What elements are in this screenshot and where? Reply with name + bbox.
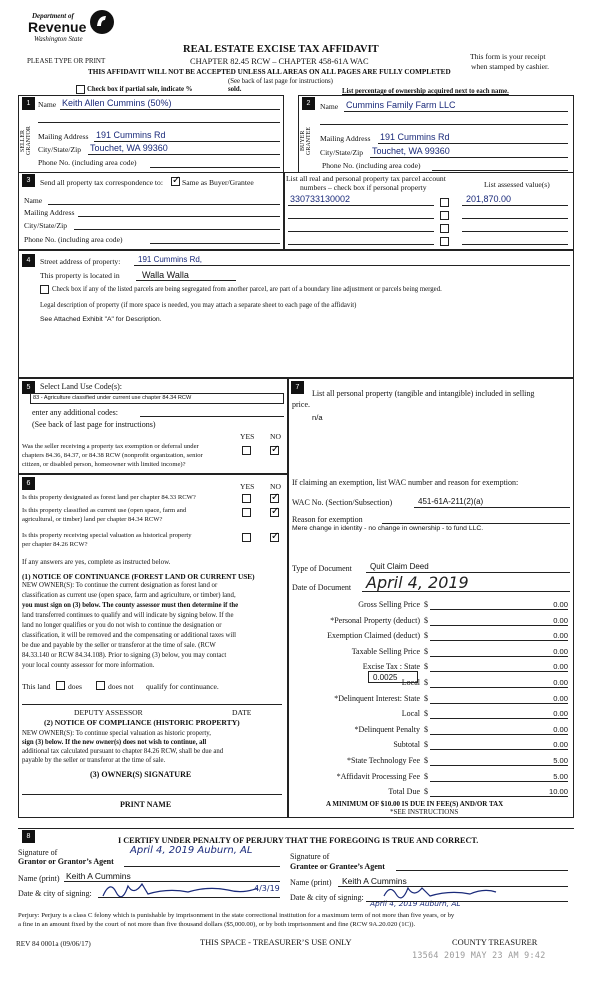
- s5-additional-label: enter any additional codes:: [32, 408, 118, 417]
- partial-sale-checkbox[interactable]: [76, 85, 85, 94]
- s5-exempt-q-line3: citizen, or disabled person, homeowner with limited income)?: [22, 461, 186, 468]
- s6-q3-yes-checkbox[interactable]: [242, 533, 251, 542]
- s6-no-header: NO: [270, 482, 281, 491]
- fee-row-value[interactable]: 0.00: [553, 662, 568, 672]
- s8-name-print-left: Name (print): [18, 874, 60, 883]
- s6-any-yes: If any answers are yes, complete as instructed below.: [22, 558, 171, 566]
- fee-row-underline: [430, 703, 568, 704]
- s5-yes-header: YES: [240, 432, 255, 441]
- s6-q1: Is this property designated as forest land per chapter 84.33 RCW?: [22, 494, 196, 501]
- fee-row-dollar: $: [424, 740, 428, 750]
- s5-exempt-q-line2: chapters 84.36, 84.37, or 84.38 RCW (nonprofit organization, senior: [22, 452, 203, 459]
- s1-name-label: Name: [38, 100, 57, 109]
- fee-row-underline: [430, 656, 568, 657]
- fee-row-underline: [430, 781, 568, 782]
- fee-row-label: *Affidavit Processing Fee: [336, 771, 420, 781]
- form-chapter: CHAPTER 82.45 RCW – CHAPTER 458-61A WAC: [190, 57, 369, 66]
- s2-city-label: City/State/Zip: [320, 148, 364, 157]
- s1-mail-label: Mailing Address: [38, 132, 89, 141]
- fee-row-dollar: $: [424, 615, 428, 625]
- fee-row-value[interactable]: 0.00: [553, 693, 568, 703]
- s7-reason-label: Reason for exemption: [292, 515, 363, 524]
- dor-logo: [28, 8, 120, 48]
- section-2-number: 2: [302, 97, 315, 110]
- s7-doc-date-label: Date of Document: [292, 583, 352, 592]
- s6-date: DATE: [232, 708, 252, 717]
- s6-does: does: [68, 682, 82, 691]
- personal-property-checkbox-1[interactable]: [440, 198, 449, 207]
- s6-q3a: Is this property receiving special valuation as historical property: [22, 532, 192, 539]
- s4-segregated-label: Check box if any of the listed parcels are being segregated from another parcel, are part of a boundary line adjustment or parcels being merged.: [52, 286, 442, 293]
- fee-row-dollar: $: [424, 771, 428, 781]
- s2-mail-value[interactable]: 191 Cummins Rd: [380, 132, 450, 142]
- s6-q2-yes-checkbox[interactable]: [242, 508, 251, 517]
- logo-line1: Department of: [32, 12, 74, 20]
- s3-send-label: Send all property tax correspondence to:: [40, 178, 163, 187]
- s5-code-value: 83 - Agriculture classified under current use chapter 84.34 RCW: [33, 395, 192, 401]
- s6-q1-no-checkbox[interactable]: [270, 494, 279, 503]
- s8-grantor-agent: Grantor or Grantor’s Agent: [18, 857, 114, 866]
- section-7-box: [288, 378, 574, 818]
- personal-property-checkbox-2[interactable]: [440, 211, 449, 220]
- s6-does-not: does not: [108, 682, 134, 691]
- fee-row-underline: [430, 796, 568, 797]
- section-8-number: 8: [22, 830, 35, 843]
- fee-row-dollar: $: [424, 646, 428, 656]
- s3-parcels-label1: List all real and personal property tax parcel account: [286, 174, 446, 183]
- s6-q2b: agricultural, or timber) land per chapter 84.34 RCW?: [22, 516, 163, 523]
- s1-phone-label: Phone No. (including area code): [38, 158, 137, 167]
- s7-price: price.: [292, 400, 310, 409]
- fee-row-value[interactable]: 0.00: [553, 615, 568, 625]
- s6-q2a: Is this property classified as current use (open space, farm and: [22, 507, 187, 514]
- s7-exemption-claim: If claiming an exemption, list WAC number and reason for exemption:: [292, 478, 519, 487]
- fee-row-dollar: $: [424, 709, 428, 719]
- s8-sig-label-left: Signature of: [18, 848, 58, 857]
- s4-legal-value[interactable]: See Attached Exhibit "A" for Description.: [40, 316, 162, 323]
- s8-grantee-name[interactable]: Keith A Cummins: [342, 876, 407, 886]
- s1-city-value[interactable]: Touchet, WA 99360: [90, 143, 168, 153]
- s6-comp-title: (2) NOTICE OF COMPLIANCE (HISTORIC PROPERTY): [44, 718, 240, 727]
- fee-row-label: Taxable Selling Price: [351, 646, 420, 656]
- form-notice: THIS AFFIDAVIT WILL NOT BE ACCEPTED UNLESS ALL AREAS ON ALL PAGES ARE FULLY COMPLETED: [88, 68, 451, 76]
- section-4-number: 4: [22, 254, 35, 267]
- footer-stamp: 13564 2019 MAY 23 AM 9:42: [412, 950, 546, 960]
- s3-city-label: City/State/Zip: [24, 221, 68, 230]
- s7-list-personal: List all personal property (tangible and intangible) included in selling: [312, 389, 535, 398]
- s4-county-value[interactable]: Walla Walla: [142, 270, 189, 280]
- fee-row-label: *Personal Property (deduct): [330, 615, 420, 625]
- section-3-number: 3: [22, 174, 35, 187]
- s6-q1-yes-checkbox[interactable]: [242, 494, 251, 503]
- section-5-number: 5: [22, 381, 35, 394]
- s5-exempt-yes-checkbox[interactable]: [242, 446, 251, 455]
- please-type: PLEASE TYPE OR PRINT: [27, 57, 106, 65]
- segregated-checkbox[interactable]: [40, 285, 49, 294]
- fee-row-underline: [430, 734, 568, 735]
- fee-row-label: Local: [401, 709, 420, 719]
- s5-exempt-q-line1: Was the seller receiving a property tax exemption or deferral under: [22, 443, 199, 450]
- s3-mail-label: Mailing Address: [24, 208, 75, 217]
- s8-grantee-date-city[interactable]: April 4, 2019 Auburn, AL: [370, 899, 461, 908]
- s7-doc-type-label: Type of Document: [292, 564, 352, 573]
- fee-row-underline: [430, 640, 568, 641]
- logo-line2: Revenue: [28, 19, 87, 35]
- s7-personal-value[interactable]: n/a: [312, 413, 323, 422]
- s8-perjury: Perjury: Perjury is a class C felony which is punishable by imprisonment in the state correctional institution for a maximum term of not more than five years, or by: [18, 912, 455, 919]
- buyer-grantee-label: BUYER GRANTEE: [300, 127, 312, 155]
- section-6-number: 6: [22, 477, 35, 490]
- s2-name-label: Name: [320, 102, 339, 111]
- s7-wac-value[interactable]: 451-61A-211(2)(a): [418, 497, 484, 506]
- fee-row-value[interactable]: 5.00: [553, 756, 568, 765]
- s6-q3b: per chapter 84.26 RCW?: [22, 541, 88, 548]
- form-title: REAL ESTATE EXCISE TAX AFFIDAVIT: [183, 44, 379, 55]
- fee-row-dollar: $: [424, 724, 428, 734]
- logo-line3: Washington State: [34, 35, 83, 43]
- fee-row-underline: [430, 687, 568, 688]
- s8-name-print-right: Name (print): [290, 878, 332, 887]
- s6-this-land: This land: [22, 682, 51, 691]
- fee-row-label: Local: [401, 678, 420, 687]
- receipt-line2: when stamped by cashier.: [471, 62, 550, 71]
- s1-name-value[interactable]: Keith Allen Cummins (50%): [62, 98, 172, 108]
- s3-assessed-value[interactable]: 201,870.00: [466, 194, 512, 204]
- same-as-buyer-checkbox[interactable]: [171, 177, 180, 186]
- grantee-signature-scribble: [380, 882, 500, 900]
- s4-located-label: This property is located in: [40, 271, 120, 280]
- s1-mail-value[interactable]: 191 Cummins Rd: [96, 130, 166, 140]
- fee-row-label: *State Technology Fee: [346, 756, 420, 765]
- s5-see-back: (See back of last page for instructions): [32, 420, 156, 429]
- s3-parcels-label2: numbers – check box if personal property: [300, 183, 427, 192]
- fee-row-label: Subtotal: [393, 740, 420, 750]
- fee-row-dollar: $: [424, 678, 428, 687]
- s8-perjury-2: a fine in an amount fixed by the court of not more than five thousand dollars ($5,000.00), or by both imprisonment and fine (RCW 9A.20.020 (1C)).: [18, 921, 416, 928]
- fee-row-underline: [430, 749, 568, 750]
- s5-select-label: Select Land Use Code(s):: [40, 382, 122, 391]
- wa-seal-icon: [88, 8, 116, 36]
- footer-rev: REV 84 0001a (09/06/17): [16, 940, 91, 948]
- fee-row-value[interactable]: 0.00: [553, 724, 568, 734]
- fee-row-value[interactable]: 0.00: [553, 600, 568, 609]
- s8-grantor-date-city[interactable]: 4/3/19: [254, 884, 280, 893]
- s7-reason-value[interactable]: Mere change in identity - no change in ownership - to fund LLC.: [292, 525, 484, 532]
- s8-grantor-signature[interactable]: April 4, 2019 Auburn, AL: [130, 845, 253, 856]
- s6-deputy: DEPUTY ASSESSOR: [74, 708, 143, 717]
- s2-name-value[interactable]: Cummins Family Farm LLC: [346, 100, 456, 110]
- fee-row-value[interactable]: 0.00: [553, 678, 568, 687]
- s8-date-city-right: Date & city of signing:: [290, 893, 364, 902]
- s8-date-city-left: Date & city of signing:: [18, 889, 92, 898]
- footer-treasurer: THIS SPACE - TREASURER’S USE ONLY: [200, 938, 352, 947]
- receipt-line1: This form is your receipt: [470, 52, 546, 61]
- s3-assessed-label: List assessed value(s): [484, 180, 550, 189]
- s6-does-checkbox[interactable]: [56, 681, 65, 690]
- fee-row-value[interactable]: 5.00: [553, 771, 568, 781]
- fee-row-dollar: $: [424, 631, 428, 641]
- see-back-header: (See back of last page for instructions): [228, 78, 333, 85]
- s8-grantor-name[interactable]: Keith A Cummins: [66, 871, 131, 881]
- s6-cont-title: (1) NOTICE OF CONTINUANCE (FOREST LAND OR CURRENT USE): [22, 572, 255, 581]
- s3-name-label: Name: [24, 196, 43, 205]
- s6-owner-sig: (3) OWNER(S) SIGNATURE: [90, 770, 192, 779]
- fee-row-label: *Delinquent Penalty: [354, 724, 420, 734]
- s2-mail-label: Mailing Address: [320, 134, 371, 143]
- section-7-number: 7: [291, 381, 304, 394]
- personal-property-checkbox-3[interactable]: [440, 224, 449, 233]
- s3-phone-label: Phone No. (including area code): [24, 235, 123, 244]
- section-1-number: 1: [22, 97, 35, 110]
- fee-row-underline: [430, 609, 568, 610]
- s7-doc-date-value[interactable]: April 4, 2019: [366, 573, 469, 592]
- partial-sale-label: Check box if partial sale, indicate %: [87, 86, 193, 93]
- fee-row-dollar: $: [424, 600, 428, 609]
- s3-parcel-value[interactable]: 330733130002: [290, 194, 351, 204]
- s5-no-header: NO: [270, 432, 281, 441]
- fee-row-label: Excise Tax : State: [362, 662, 420, 672]
- s5-exempt-no-checkbox[interactable]: [270, 446, 279, 455]
- fee-row-dollar: $: [424, 693, 428, 703]
- fee-row-value[interactable]: 0.00: [553, 646, 568, 656]
- footer-county: COUNTY TREASURER: [452, 938, 538, 947]
- personal-property-checkbox-4[interactable]: [440, 237, 449, 246]
- s4-legal-label: Legal description of property (if more space is needed, you may attach a separate sheet to each page of the affidavit): [40, 302, 357, 309]
- s7-minimum: A MINIMUM OF $10.00 IS DUE IN FEE(S) AND/OR TAX: [326, 800, 504, 808]
- fee-row-value[interactable]: 0.00: [553, 631, 568, 641]
- s4-street-value[interactable]: 191 Cummins Rd,: [138, 255, 203, 264]
- s6-yes-header: YES: [240, 482, 255, 491]
- s4-street-label: Street address of property:: [40, 257, 121, 266]
- fee-row-underline: [430, 625, 568, 626]
- fee-row-underline: [430, 765, 568, 766]
- fee-row-underline: [430, 718, 568, 719]
- fee-row-dollar: $: [424, 662, 428, 672]
- s3-same-label: Same as Buyer/Grantee: [182, 178, 254, 187]
- fee-row-label: Exemption Claimed (deduct): [327, 631, 420, 641]
- s1-city-label: City/State/Zip: [38, 145, 82, 154]
- fee-row-label: Total Due: [388, 787, 420, 797]
- fee-row-value[interactable]: 0.00: [553, 740, 568, 750]
- s7-doc-type-value[interactable]: Quit Claim Deed: [370, 562, 429, 571]
- s7-wac-label: WAC No. (Section/Subsection): [292, 498, 393, 507]
- s8-sig-label-right: Signature of: [290, 852, 330, 861]
- fee-row-label: *Delinquent Interest: State: [334, 693, 420, 703]
- fee-row-value[interactable]: 10.00: [548, 787, 568, 797]
- fee-row-dollar: $: [424, 787, 428, 797]
- s2-phone-label: Phone No. (including area code): [322, 161, 421, 170]
- s7-see-instr: *SEE INSTRUCTIONS: [390, 808, 459, 816]
- s6-does-not-checkbox[interactable]: [96, 681, 105, 690]
- s8-certify: I CERTIFY UNDER PENALTY OF PERJURY THAT THE FOREGOING IS TRUE AND CORRECT.: [118, 836, 479, 845]
- fee-row-underline: [430, 671, 568, 672]
- s6-print-name: PRINT NAME: [120, 800, 172, 809]
- s7-local-rate: 0.0025: [373, 673, 398, 682]
- s6-q2-no-checkbox[interactable]: [270, 508, 279, 517]
- section-4-box: [18, 250, 574, 378]
- sold-label: sold.: [228, 86, 242, 93]
- seller-grantor-label: SELLER GRANTOR: [20, 126, 32, 156]
- s6-qualify: qualify for continuance.: [146, 682, 219, 691]
- s8-grantee-agent: Grantee or Grantee’s Agent: [290, 862, 385, 871]
- s2-city-value[interactable]: Touchet, WA 99360: [372, 146, 450, 156]
- s6-q3-no-checkbox[interactable]: [270, 533, 279, 542]
- fee-row-value[interactable]: 0.00: [553, 709, 568, 719]
- list-pct: List percentage of ownership acquired next to each name.: [342, 88, 509, 95]
- fee-row-dollar: $: [424, 756, 428, 765]
- fee-row-label: Gross Selling Price: [358, 600, 420, 609]
